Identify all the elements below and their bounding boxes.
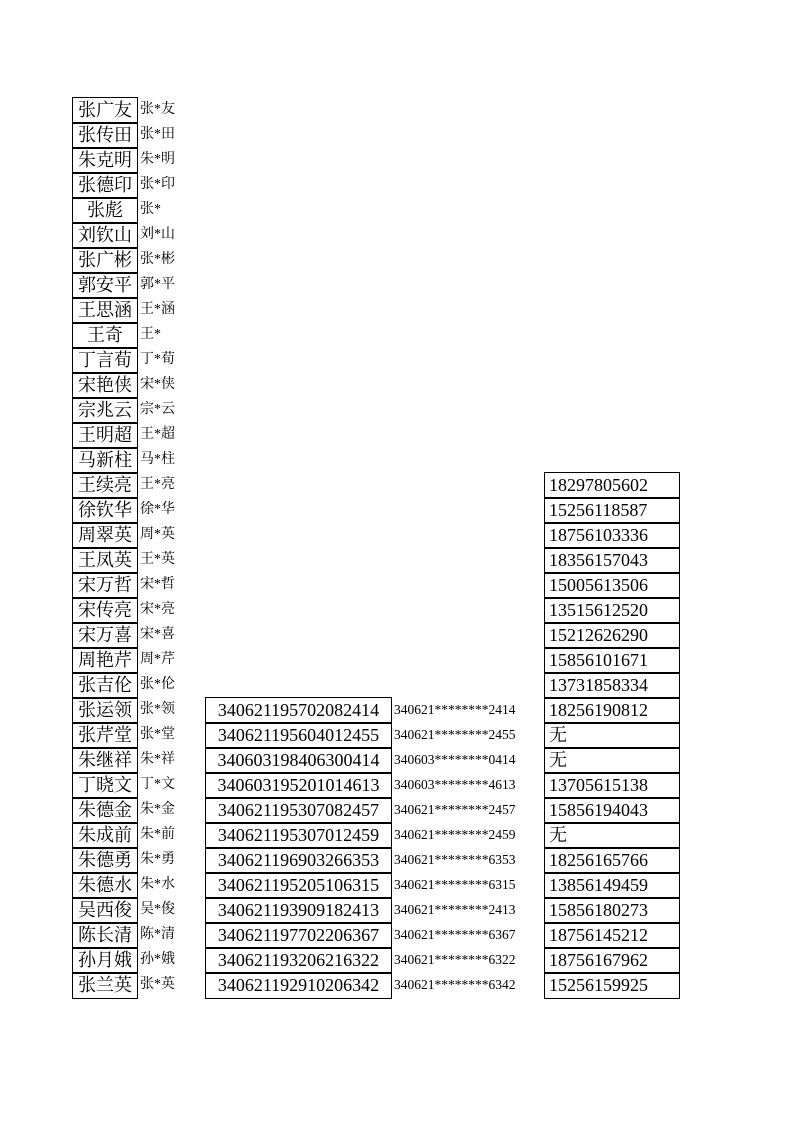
table-row [0,122,793,147]
table-row [0,897,793,922]
masked-name-cell: 周*英 [140,526,175,542]
masked-name-cell: 宋*哲 [140,576,175,592]
name-cell: 朱继祥 [72,747,138,774]
name-cell: 徐钦华 [72,497,138,524]
masked-name-cell: 周*芹 [140,651,175,667]
masked-name-cell: 丁*荀 [140,351,175,367]
name-cell: 宋传亮 [72,597,138,624]
phone-cell: 15856194043 [544,797,680,824]
phone-cell: 18256165766 [544,847,680,874]
phone-cell: 15005613506 [544,572,680,599]
masked-name-cell: 朱*前 [140,826,175,842]
table-row [0,772,793,797]
id-number-cell: 340621195702082414 [205,697,392,724]
phone-cell: 13515612520 [544,597,680,624]
masked-name-cell: 张*友 [140,101,175,117]
table-row [0,872,793,897]
name-cell: 刘钦山 [72,222,138,249]
masked-id-cell: 340621********6353 [394,851,516,867]
table-row [0,597,793,622]
name-cell: 宗兆云 [72,397,138,424]
table-row [0,722,793,747]
name-cell: 朱德金 [72,797,138,824]
name-cell: 孙月娥 [72,947,138,974]
table-row [0,97,793,122]
table-row [0,422,793,447]
table-row [0,397,793,422]
masked-name-cell: 徐*华 [140,501,175,517]
phone-cell: 18356157043 [544,547,680,574]
masked-name-cell: 王*亮 [140,476,175,492]
id-number-cell: 340621193206216322 [205,947,392,974]
masked-id-cell: 340621********2455 [394,726,516,742]
name-cell: 宋万哲 [72,572,138,599]
name-cell: 郭安平 [72,272,138,299]
masked-name-cell: 张*彬 [140,251,175,267]
name-cell: 张吉伦 [72,672,138,699]
phone-cell: 无 [544,722,680,749]
masked-name-cell: 张*印 [140,176,175,192]
table-row [0,647,793,672]
name-cell: 朱德水 [72,872,138,899]
masked-id-cell: 340621********2414 [394,701,516,717]
table-row [0,247,793,272]
table-row [0,972,793,997]
masked-name-cell: 朱*水 [140,876,175,892]
table-row [0,322,793,347]
table-row [0,372,793,397]
masked-name-cell: 王*超 [140,426,175,442]
name-cell: 王明超 [72,422,138,449]
phone-cell: 18756167962 [544,947,680,974]
masked-name-cell: 朱*勇 [140,851,175,867]
masked-name-cell: 王*涵 [140,301,175,317]
masked-id-cell: 340621********6322 [394,951,516,967]
id-number-cell: 340603198406300414 [205,747,392,774]
table-row [0,197,793,222]
phone-cell: 18256190812 [544,697,680,724]
id-number-cell: 340621193909182413 [205,897,392,924]
table-row [0,522,793,547]
phone-cell: 15856180273 [544,897,680,924]
masked-name-cell: 张*领 [140,701,175,717]
table-row [0,147,793,172]
table-row [0,297,793,322]
table-row [0,347,793,372]
name-cell: 朱成前 [72,822,138,849]
masked-id-cell: 340603********0414 [394,751,516,767]
name-cell: 王思涵 [72,297,138,324]
masked-name-cell: 郭*平 [140,276,175,292]
masked-name-cell: 张* [140,201,161,217]
masked-name-cell: 朱*明 [140,151,175,167]
masked-name-cell: 朱*金 [140,801,175,817]
name-cell: 周艳芹 [72,647,138,674]
masked-name-cell: 张*田 [140,126,175,142]
masked-id-cell: 340621********2413 [394,901,516,917]
masked-name-cell: 宋*亮 [140,601,175,617]
name-cell: 张传田 [72,122,138,149]
name-cell: 朱克明 [72,147,138,174]
name-cell: 张芹堂 [72,722,138,749]
id-number-cell: 340603195201014613 [205,772,392,799]
masked-id-cell: 340621********6367 [394,926,516,942]
masked-name-cell: 刘*山 [140,226,175,242]
table-row [0,447,793,472]
phone-cell: 13856149459 [544,872,680,899]
id-number-cell: 340621195307012459 [205,822,392,849]
table-row [0,497,793,522]
name-cell: 吴西俊 [72,897,138,924]
masked-name-cell: 王* [140,326,161,342]
phone-cell: 18756145212 [544,922,680,949]
masked-name-cell: 孙*娥 [140,951,175,967]
masked-name-cell: 张*英 [140,976,175,992]
masked-name-cell: 宋*喜 [140,626,175,642]
masked-name-cell: 吴*俊 [140,901,175,917]
phone-cell: 15256118587 [544,497,680,524]
id-number-cell: 340621197702206367 [205,922,392,949]
id-number-cell: 340621192910206342 [205,972,392,999]
table-row [0,172,793,197]
masked-name-cell: 丁*文 [140,776,175,792]
masked-id-cell: 340621********2457 [394,801,516,817]
name-cell: 马新柱 [72,447,138,474]
table-row [0,847,793,872]
table-row [0,822,793,847]
name-cell: 陈长清 [72,922,138,949]
id-number-cell: 340621196903266353 [205,847,392,874]
phone-cell: 15212626290 [544,622,680,649]
roster-table [0,97,793,999]
name-cell: 张德印 [72,172,138,199]
table-row [0,547,793,572]
name-cell: 朱德勇 [72,847,138,874]
phone-cell: 15856101671 [544,647,680,674]
name-cell: 周翠英 [72,522,138,549]
table-row [0,947,793,972]
table-row [0,472,793,497]
masked-name-cell: 马*柱 [140,451,175,467]
name-cell: 张彪 [72,197,138,224]
masked-id-cell: 340603********4613 [394,776,516,792]
name-cell: 丁晓文 [72,772,138,799]
name-cell: 丁言荀 [72,347,138,374]
phone-cell: 18756103336 [544,522,680,549]
phone-cell: 13731858334 [544,672,680,699]
name-cell: 宋艳侠 [72,372,138,399]
masked-name-cell: 张*伦 [140,676,175,692]
id-number-cell: 340621195307082457 [205,797,392,824]
phone-cell: 无 [544,747,680,774]
masked-name-cell: 张*堂 [140,726,175,742]
name-cell: 张运领 [72,697,138,724]
masked-name-cell: 朱*祥 [140,751,175,767]
phone-cell: 13705615138 [544,772,680,799]
table-row [0,672,793,697]
table-row [0,222,793,247]
name-cell: 宋万喜 [72,622,138,649]
masked-id-cell: 340621********6315 [394,876,516,892]
table-row [0,572,793,597]
masked-id-cell: 340621********2459 [394,826,516,842]
table-row [0,272,793,297]
masked-name-cell: 王*英 [140,551,175,567]
table-row [0,747,793,772]
phone-cell: 18297805602 [544,472,680,499]
masked-name-cell: 陈*清 [140,926,175,942]
name-cell: 王凤英 [72,547,138,574]
name-cell: 张兰英 [72,972,138,999]
table-row [0,622,793,647]
name-cell: 张广彬 [72,247,138,274]
id-number-cell: 340621195205106315 [205,872,392,899]
name-cell: 张广友 [72,97,138,124]
table-row [0,797,793,822]
phone-cell: 15256159925 [544,972,680,999]
name-cell: 王奇 [72,322,138,349]
masked-name-cell: 宗*云 [140,401,175,417]
masked-id-cell: 340621********6342 [394,976,516,992]
name-cell: 王续亮 [72,472,138,499]
masked-name-cell: 宋*侠 [140,376,175,392]
id-number-cell: 340621195604012455 [205,722,392,749]
table-row [0,697,793,722]
phone-cell: 无 [544,822,680,849]
table-row [0,922,793,947]
